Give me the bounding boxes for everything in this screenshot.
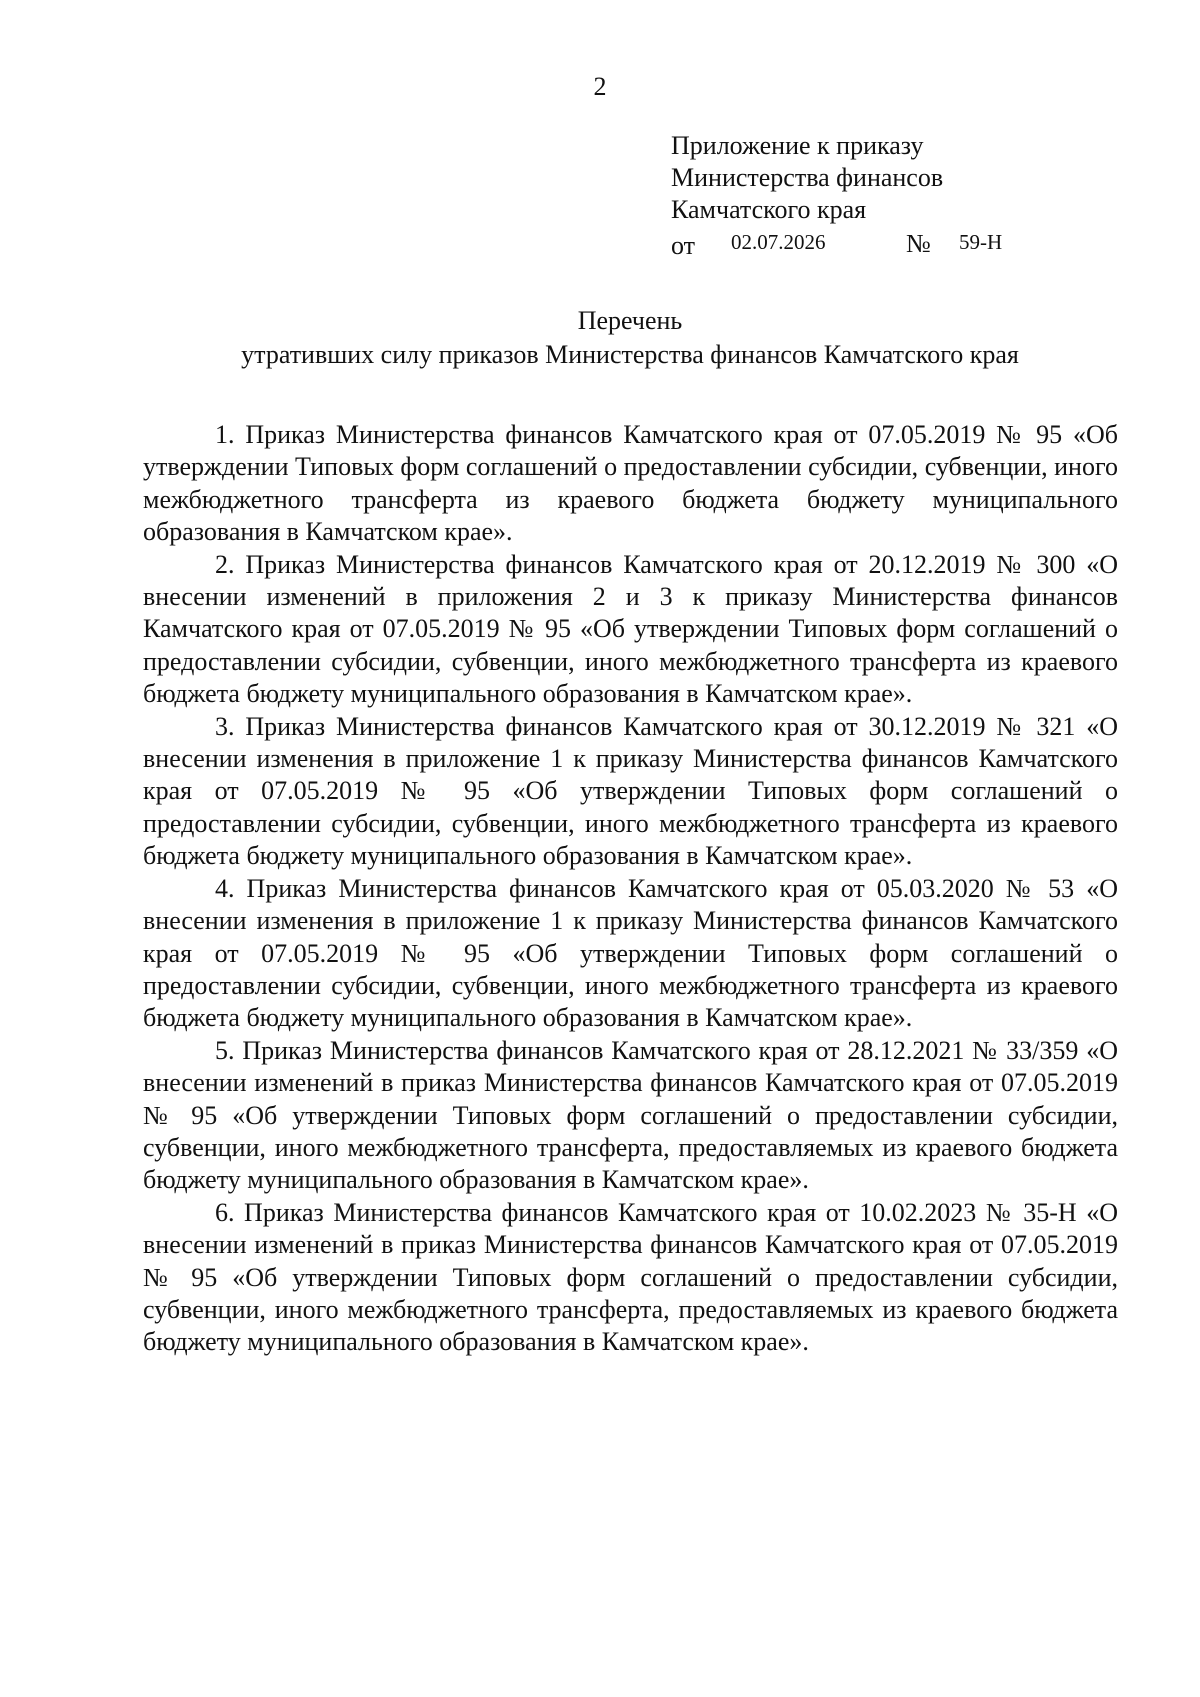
attachment-date-line [671, 226, 1131, 260]
number-sign: № [906, 229, 931, 258]
list-item-4: 4. Приказ Министерства финансов Камчатского края от 05.03.2020 № 53 «О внесении изменения в приложение 1 к приказу Министерства финансов Камчатского края от 07.05.2019 № 95 «Об утверждении Типовых форм соглашений о предоставлении субсидии, субвенции, иного межбюджетного трансферта из краевого бюджета бюджету муниципального образования в Камчатском крае». [143, 873, 1118, 1033]
page-number: 2 [593, 72, 607, 101]
order-number: 59-Н [959, 230, 1003, 254]
document-subtitle: утративших силу приказов Министерства финансов Камчатского края [241, 340, 1019, 369]
attachment-line-1: Приложение к приказу [671, 131, 924, 160]
attachment-line-2: Министерства финансов [671, 163, 944, 192]
orders-list [143, 419, 1118, 1359]
list-item-5: 5. Приказ Министерства финансов Камчатского края от 28.12.2021 № 33/359 «О внесении изменений в приказ Министерства финансов Камчатского края от 07.05.2019 № 95 «Об утверждении Типовых форм соглашений о предоставлении субсидии, субвенции, иного межбюджетного трансферта, предоставляемых из краевого бюджета бюджету муниципального образования в Камчатском крае». [143, 1035, 1118, 1195]
list-item-2: 2. Приказ Министерства финансов Камчатского края от 20.12.2019 № 300 «О внесении изменений в приложения 2 и 3 к приказу Министерства финансов Камчатского края от 07.05.2019 № 95 «Об утверждении Типовых форм соглашений о предоставлении субсидии, субвенции, иного межбюджетного трансферта из краевого бюджета бюджету муниципального образования в Камчатском крае». [143, 549, 1118, 709]
order-date: 02.07.2026 [731, 230, 826, 254]
document-title: Перечень [577, 306, 683, 335]
list-item-1: 1. Приказ Министерства финансов Камчатского края от 07.05.2019 № 95 «Об утверждении Типовых форм соглашений о предоставлении субсидии, субвенции, иного межбюджетного трансферта из краевого бюджета бюджету муниципального образования в Камчатском крае». [143, 420, 1118, 547]
date-prefix: от [671, 231, 696, 260]
list-item-6: 6. Приказ Министерства финансов Камчатского края от 10.02.2023 № 35-Н «О внесении изменений в приказ Министерства финансов Камчатского края от 07.05.2019 № 95 «Об утверждении Типовых форм соглашений о предоставлении субсидии, субвенции, иного межбюджетного трансферта, предоставляемых из краевого бюджета бюджету муниципального образования в Камчатском крае». [143, 1197, 1118, 1357]
list-item-3: 3. Приказ Министерства финансов Камчатского края от 30.12.2019 № 321 «О внесении изменения в приложение 1 к приказу Министерства финансов Камчатского края от 07.05.2019 № 95 «Об утверждении Типовых форм соглашений о предоставлении субсидии, субвенции, иного межбюджетного трансферта из краевого бюджета бюджету муниципального образования в Камчатском крае». [143, 711, 1118, 871]
attachment-header [671, 130, 1131, 260]
attachment-line-3: Камчатского края [671, 195, 867, 224]
